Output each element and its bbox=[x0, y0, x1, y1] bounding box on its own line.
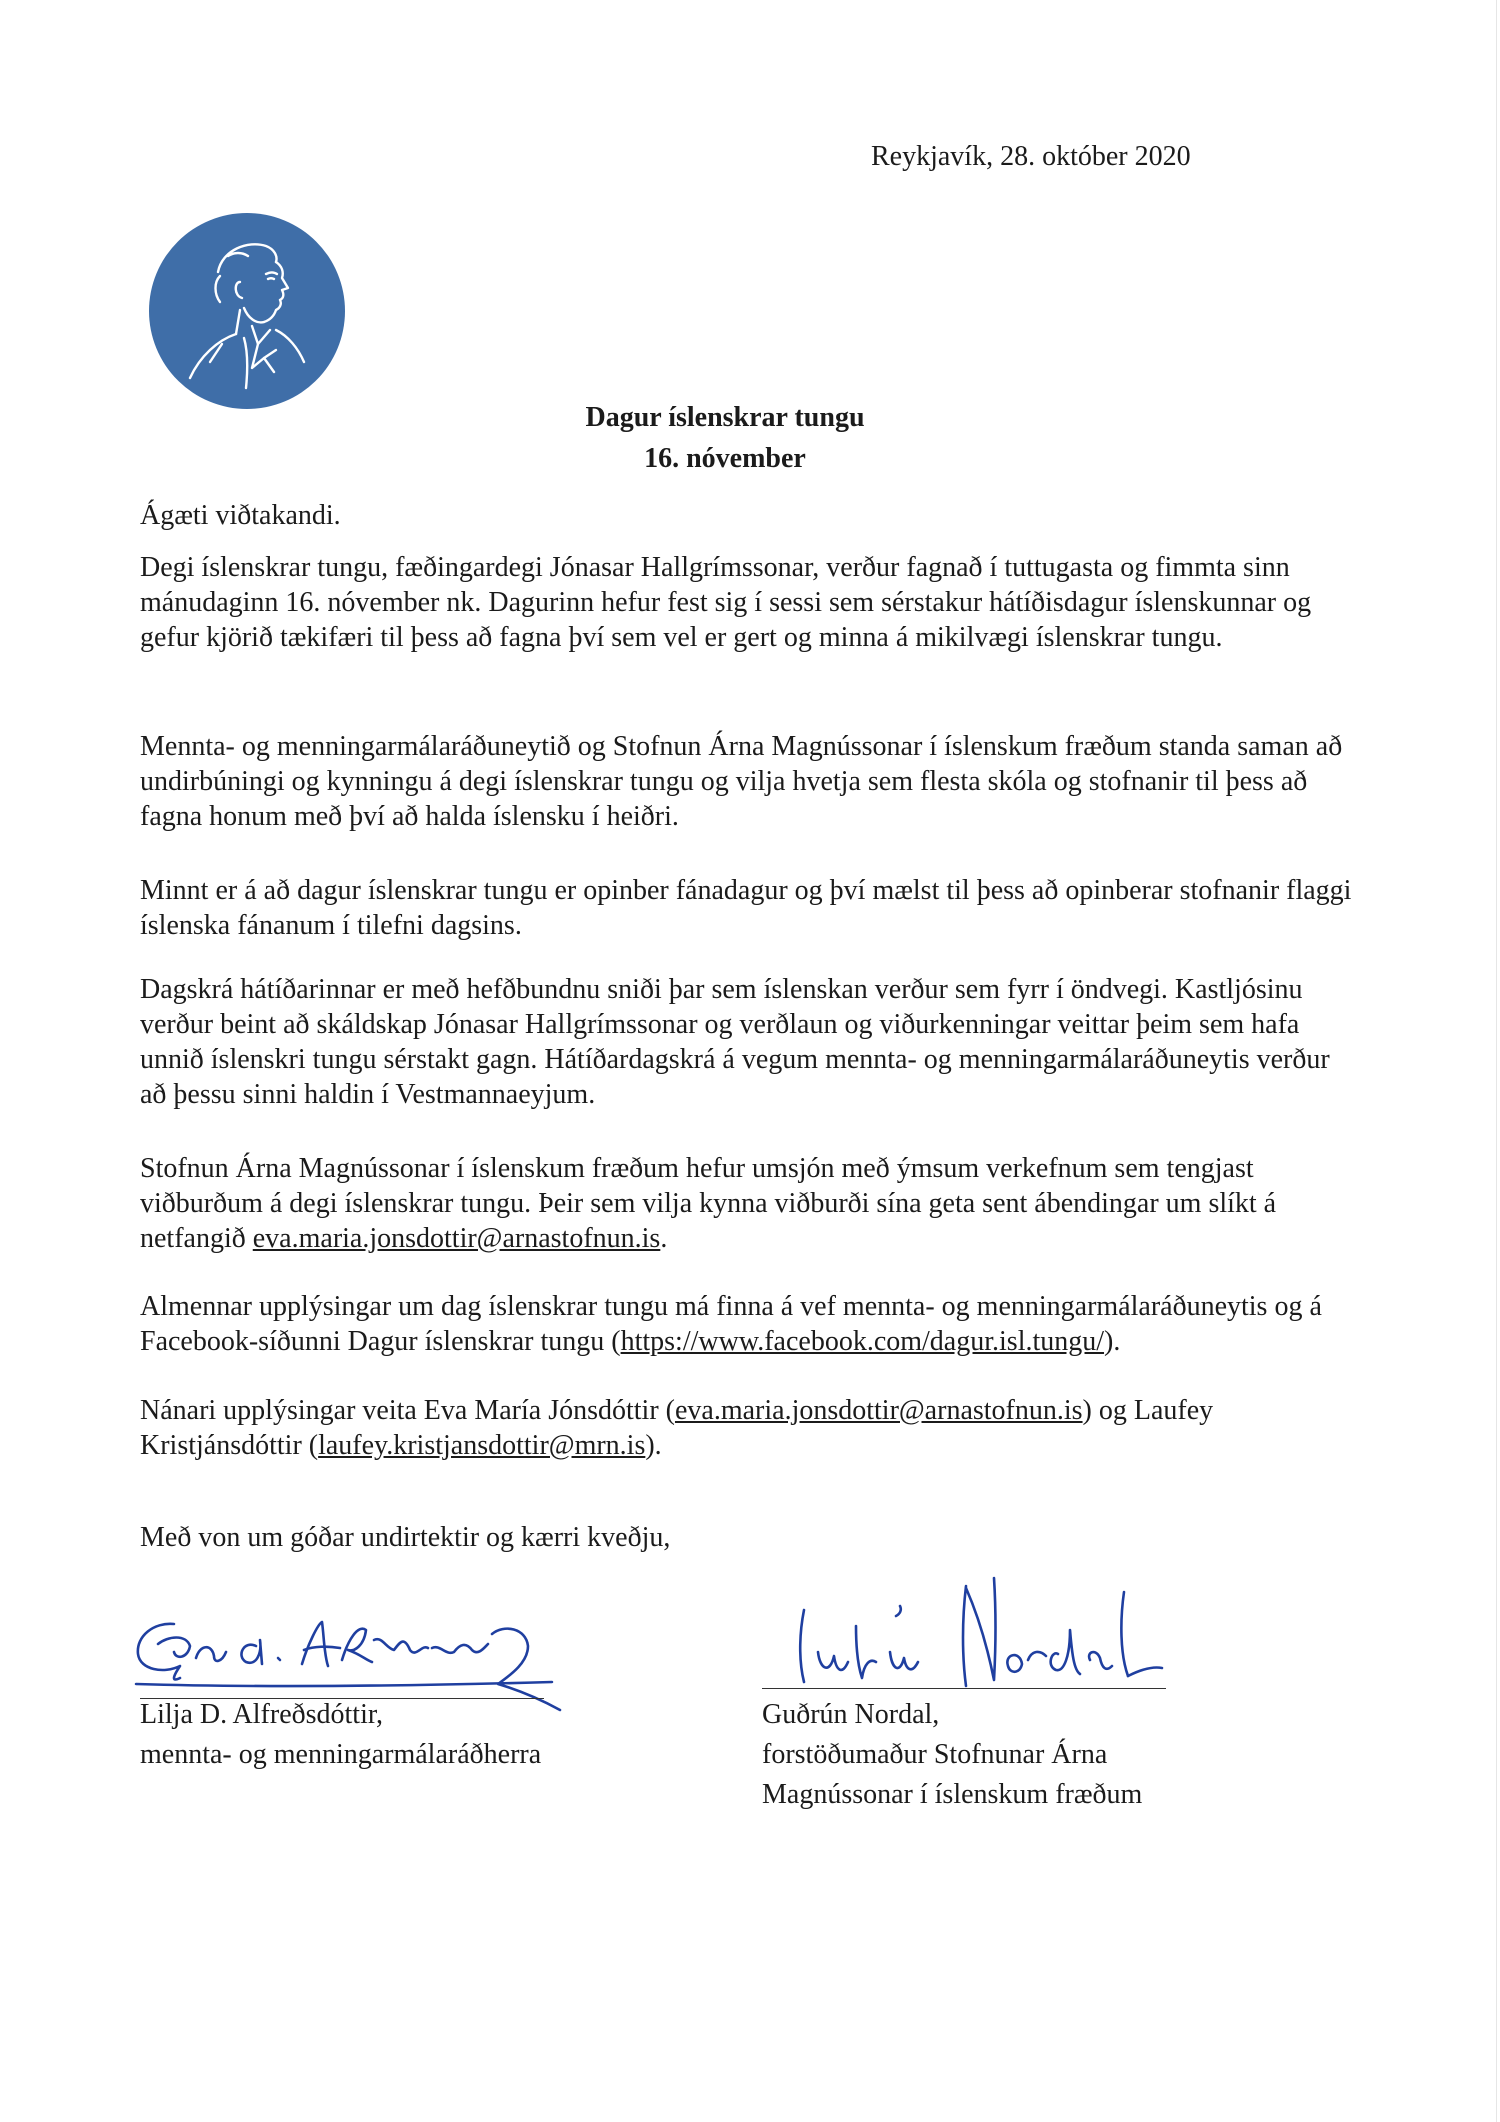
signatory-left-title: mennta- og menningarmálaráðherra bbox=[140, 1739, 542, 1770]
paragraph-5 bbox=[140, 1151, 1360, 1256]
greeting: Ágæti viðtakandi. bbox=[140, 500, 341, 531]
portrait-emblem-icon bbox=[148, 212, 346, 410]
signatory-right-title-1: forstöðumaður Stofnunar Árna bbox=[762, 1739, 1108, 1770]
email-link-laufey[interactable]: laufey.kristjansdottir@mrn.is bbox=[318, 1430, 646, 1461]
paragraph-5-end: . bbox=[660, 1223, 668, 1254]
paragraph-1: Degi íslenskrar tungu, fæðingardegi Jónasar Hallgrímssonar, verður fagnað í tuttugasta og fimmta sinn mánudaginn 16. nóvember nk. Dagurinn hefur fest sig í sessi sem sérstakur hátíðisdagur íslenskunnar og gefur kjörið tækifæri til þess að fagna því sem vel er gert og minna á mikilvægi íslenskrar tungu. bbox=[140, 552, 1312, 653]
signatory-right bbox=[762, 1695, 1142, 1815]
signature-line-right bbox=[762, 1688, 1166, 1689]
paragraph-6-end: ). bbox=[1104, 1326, 1121, 1357]
page-edge bbox=[1496, 0, 1497, 2122]
paragraph-6 bbox=[140, 1289, 1360, 1359]
signatory-left-name: Lilja D. Alfreðsdóttir, bbox=[140, 1699, 384, 1730]
signatory-left bbox=[140, 1695, 541, 1775]
paragraph-6-text: Almennar upplýsingar um dag íslenskrar tungu má finna á vef mennta- og menningarmálaráðuneytis og á Facebook-síðunni Dagur íslenskrar tungu ( bbox=[140, 1291, 1322, 1357]
paragraph-4: Dagskrá hátíðarinnar er með hefðbundnu sniði þar sem íslenskan verður sem fyrr í öndvegi. Kastljósinu verður beint að skáldskap Jónasar Hallgrímssonar og verðlaun og viðurkenningar veittar þeim sem hafa unnið íslenskri tungu sérstakt gagn. Hátíðardagskrá á vegum mennta- og menningarmálaráðuneytis verður að þessu sinni haldin í Vestmannaeyjum. bbox=[140, 974, 1330, 1110]
paragraph-7-text-a: Nánari upplýsingar veita Eva María Jónsdóttir ( bbox=[140, 1395, 675, 1426]
facebook-link[interactable]: https://www.facebook.com/dagur.isl.tungu/ bbox=[620, 1326, 1105, 1357]
paragraph-5-text: Stofnun Árna Magnússonar í íslenskum fræðum hefur umsjón með ýmsum verkefnum sem tengjast viðburðum á degi íslenskrar tungu. Þeir sem vilja kynna viðburði sína geta sent ábendingar um slíkt á netfangið bbox=[140, 1153, 1277, 1254]
closing-line: Með von um góðar undirtektir og kærri kveðju, bbox=[140, 1522, 671, 1553]
paragraph-7-text-b: ) og Laufey Kristjánsdóttir ( bbox=[140, 1395, 1214, 1461]
place-date: Reykjavík, 28. október 2020 bbox=[871, 141, 1191, 172]
signature-gudrun bbox=[790, 1570, 1170, 1700]
letter-heading: Dagur íslenskrar tungu bbox=[585, 402, 865, 433]
email-link-eva[interactable]: eva.maria.jonsdottir@arnastofnun.is bbox=[674, 1395, 1083, 1426]
email-link[interactable]: eva.maria.jonsdottir@arnastofnun.is bbox=[252, 1223, 661, 1254]
paragraph-2: Mennta- og menningarmálaráðuneytið og Stofnun Árna Magnússonar í íslenskum fræðum standa saman að undirbúningi og kynningu á degi íslenskrar tungu og vilja hvetja sem flesta skóla og stofnanir til þess að fagna honum með því að halda íslensku í heiðri. bbox=[140, 731, 1343, 832]
paragraph-7 bbox=[140, 1393, 1360, 1463]
paragraph-3: Minnt er á að dagur íslenskrar tungu er opinber fánadagur og því mælst til þess að opinberar stofnanir flaggi íslenska fánanum í tilefni dagsins. bbox=[140, 875, 1352, 941]
paragraph-7-text-c: ). bbox=[645, 1430, 662, 1461]
signatory-right-name: Guðrún Nordal, bbox=[762, 1699, 940, 1730]
letter-heading-date: 16. nóvember bbox=[644, 443, 806, 474]
signatory-right-title-2: Magnússonar í íslenskum fræðum bbox=[762, 1779, 1143, 1810]
